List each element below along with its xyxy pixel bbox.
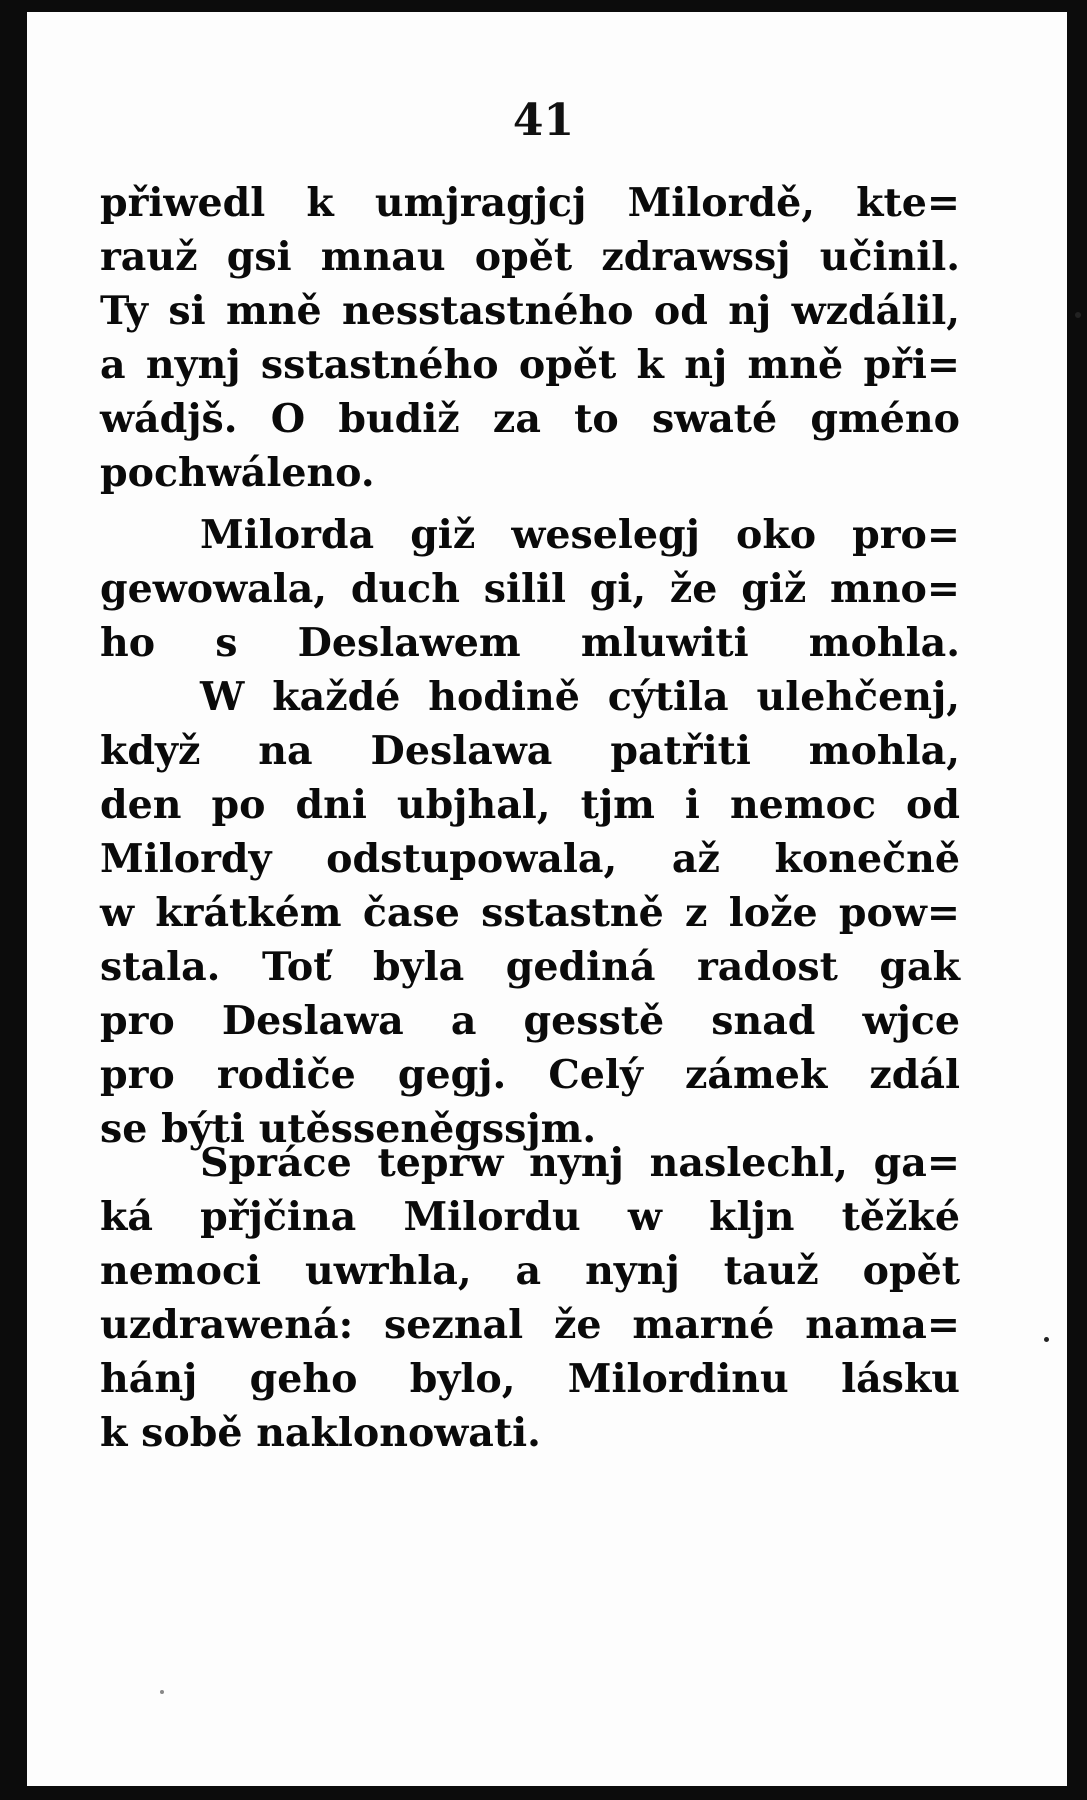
scan-speck xyxy=(160,1690,164,1694)
text-line: se býti utěsseněgssjm. xyxy=(100,1106,597,1152)
text-line: když na Deslawa patřiti mohla, xyxy=(100,728,960,774)
text-line: pochwáleno. xyxy=(100,450,375,496)
text-line: Spráce teprw nynj naslechl, ga= xyxy=(200,1140,960,1186)
text-line: ho s Deslawem mluwiti mohla. xyxy=(100,620,960,666)
text-line: Milordy odstupowala, až konečně xyxy=(100,836,960,882)
text-line: gewowala, duch silil gi, že giž mno= xyxy=(100,566,960,612)
paragraph-1 xyxy=(100,176,960,500)
text-line: přiwedl k umjragjcj Milordě, kte= xyxy=(100,180,960,226)
text-line: W každé hodině cýtila ulehčenj, xyxy=(200,674,960,720)
text-line: pro rodiče gegj. Celý zámek zdál xyxy=(100,1052,960,1098)
text-line: k sobě naklonowati. xyxy=(100,1410,541,1456)
text-line: wádjš. O budiž za to swaté gméno xyxy=(100,396,960,442)
text-line: den po dni ubjhal, tjm i nemoc od xyxy=(100,782,960,828)
text-line: hánj geho bylo, Milordinu lásku xyxy=(100,1356,960,1402)
paragraph-2 xyxy=(100,508,960,1156)
text-line: pro Deslawa a gesstě snad wjce xyxy=(100,998,960,1044)
text-line: ká přjčina Milordu w kljn těžké xyxy=(100,1194,960,1240)
text-line: uzdrawená: seznal že marné nama= xyxy=(100,1302,960,1348)
page-number: 41 xyxy=(512,95,575,146)
text-line: Ty si mně nesstastného od nj wzdálil, xyxy=(100,288,960,334)
text-line: nemoci uwrhla, a nynj tauž opět xyxy=(100,1248,960,1294)
scan-speck xyxy=(1075,312,1081,318)
text-line: stala. Toť byla gediná radost gak xyxy=(100,944,960,990)
scan-speck xyxy=(1044,1337,1049,1342)
text-line: a nynj sstastného opět k nj mně při= xyxy=(100,342,960,388)
text-line: w krátkém čase sstastně z lože pow= xyxy=(100,890,960,936)
paragraph-3 xyxy=(100,1136,960,1460)
text-line: rauž gsi mnau opět zdrawssj učinil. xyxy=(100,234,960,280)
text-line: Milorda giž weselegj oko pro= xyxy=(200,512,960,558)
